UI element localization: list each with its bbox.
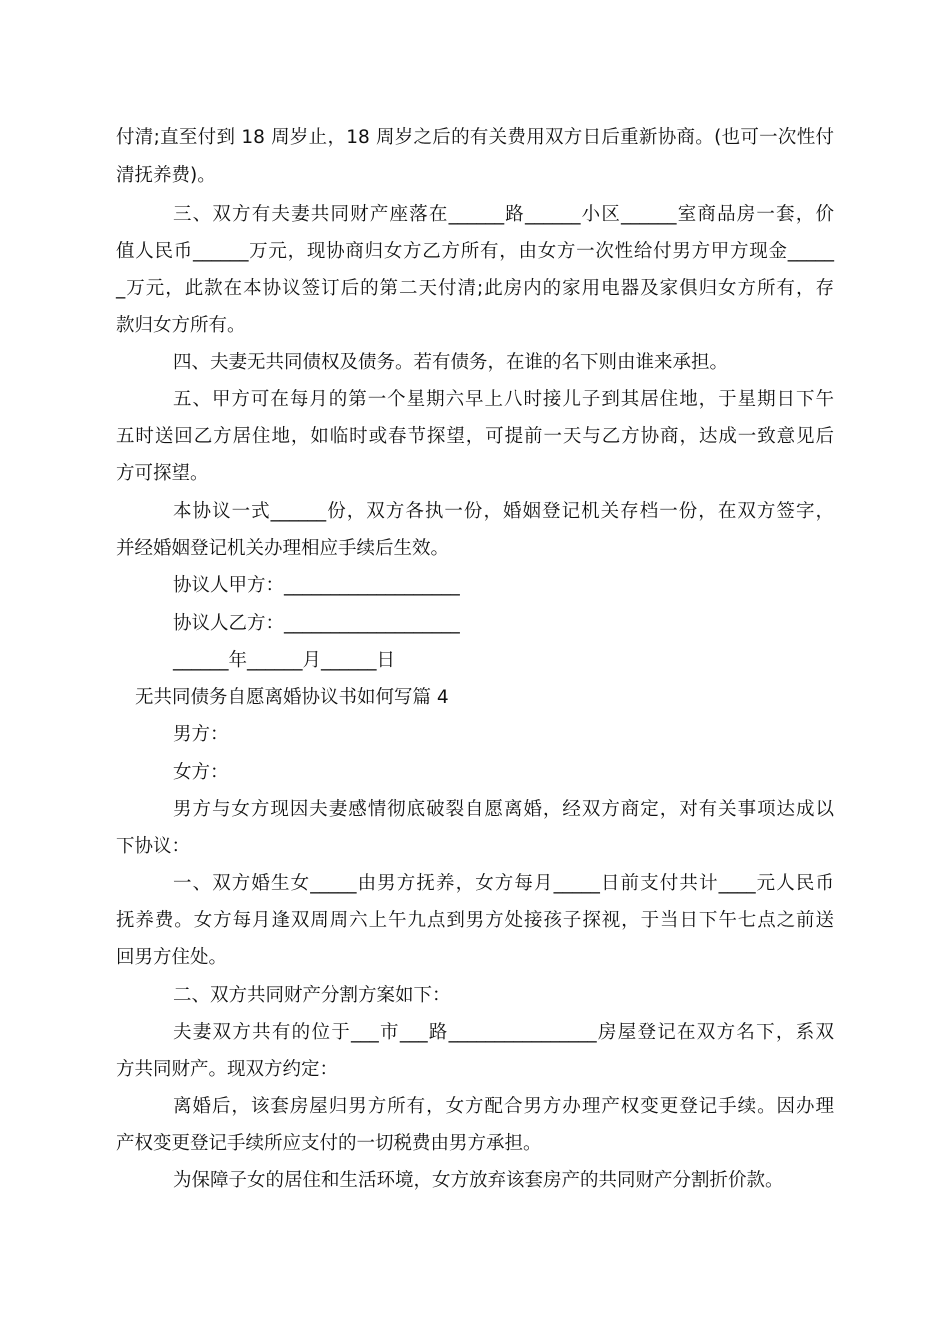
text-line: 离婚后，该套房屋归男方所有，女方配合男方办理产权变更登记手续。因办理 [173, 1096, 834, 1117]
date-line: ______年______月______日 [173, 650, 396, 671]
text-line: 四、夫妻无共同债权及债务。若有债务，在谁的名下则由谁来承担。 [173, 352, 729, 373]
signature-line-party-a: 协议人甲方：___________________ [173, 575, 460, 596]
text-line: 付清;直至付到 18 周岁止，18 周岁之后的有关费用双方日后重新协商。(也可一次性付 [116, 127, 834, 148]
text-line: 方共同财产。现双方约定： [116, 1059, 339, 1080]
text-line: 款归女方所有。 [116, 315, 246, 336]
text-line: 女方： [173, 762, 229, 783]
text-line: 五、甲方可在每月的第一个星期六早上八时接儿子到其居住地，于星期日下午 [173, 389, 834, 410]
text-line: 清抚养费)。 [116, 165, 216, 186]
text-line: 三、双方有夫妻共同财产座落在______路______小区______室商品房一套，价 [173, 204, 834, 225]
text-line: 二、双方共同财产分割方案如下： [173, 985, 451, 1006]
section-heading: 无共同债务自愿离婚协议书如何写篇 4 [135, 687, 449, 708]
text-line: 下协议： [116, 836, 191, 857]
text-line: 抚养费。女方每月逢双周周六上午九点到男方处接孩子探视，于当日下午七点之前送 [116, 910, 834, 931]
signature-line-party-b: 协议人乙方：___________________ [173, 613, 460, 634]
text-line: 为保障子女的居住和生活环境，女方放弃该套房产的共同财产分割折价款。 [173, 1170, 784, 1191]
text-line: 方可探望。 [116, 463, 209, 484]
text-line: 回男方住处。 [116, 947, 228, 968]
text-line: 一、双方婚生女_____由男方抚养，女方每月_____日前支付共计____元人民币 [173, 873, 834, 894]
text-line: 男方： [173, 724, 229, 745]
text-line: _万元，此款在本协议签订后的第二天付清;此房内的家用电器及家俱归女方所有，存 [116, 278, 834, 299]
text-line: 值人民币______万元，现协商归女方乙方所有，由女方一次性给付男方甲方现金_____ [116, 241, 834, 262]
text-line: 五时送回乙方居住地，如临时或春节探望，可提前一天与乙方协商，达成一致意见后 [116, 426, 834, 447]
text-line: 产权变更登记手续所应支付的一切税费由男方承担。 [116, 1133, 542, 1154]
text-line: 并经婚姻登记机关办理相应手续后生效。 [116, 538, 450, 559]
text-line: 夫妻双方共有的位于___市___路________________房屋登记在双方名下，系双 [173, 1022, 834, 1043]
text-line: 男方与女方现因夫妻感情彻底破裂自愿离婚，经双方商定，对有关事项达成以 [173, 799, 834, 820]
text-line: 本协议一式______份，双方各执一份，婚姻登记机关存档一份，在双方签字， [173, 501, 834, 522]
